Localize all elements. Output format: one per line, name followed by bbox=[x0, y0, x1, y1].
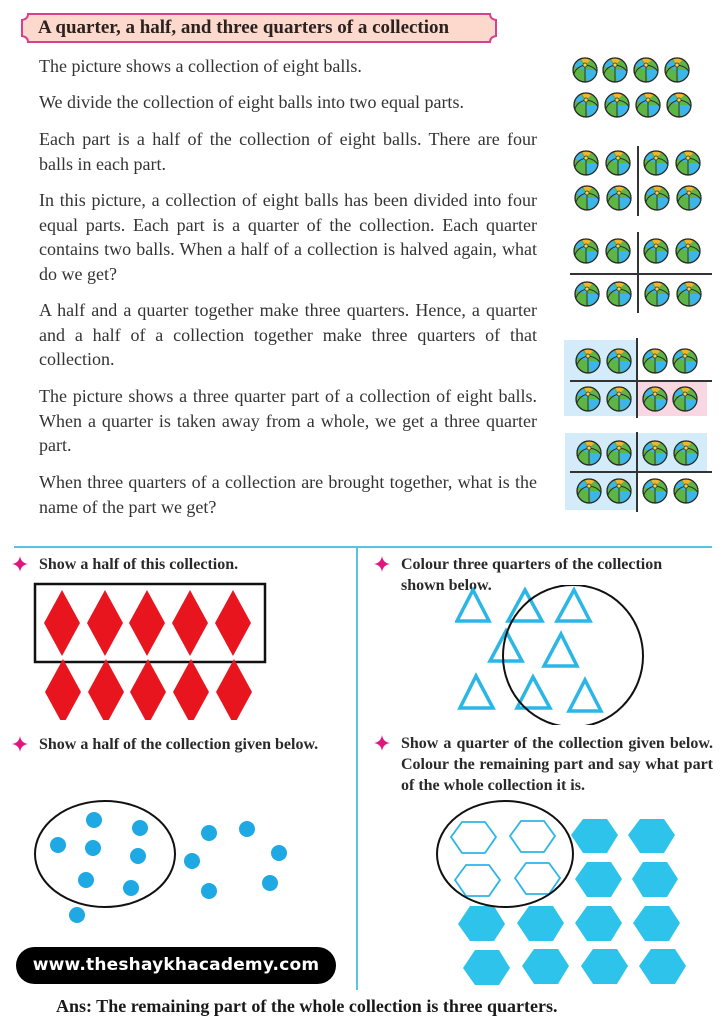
ball-icon bbox=[635, 92, 661, 118]
task-quarter-hexagons bbox=[401, 733, 713, 796]
paragraph-2: We divide the collection of eight balls into two equal parts. bbox=[39, 92, 464, 112]
triangle-collection bbox=[455, 585, 645, 725]
ball-icon bbox=[606, 386, 632, 412]
paragraph-7: When three quarters of a collection are brought together, what is the name of the part we get? bbox=[39, 472, 537, 517]
ball-icon bbox=[573, 150, 599, 176]
ball-icon bbox=[576, 440, 602, 466]
star-bullet-icon bbox=[374, 556, 390, 572]
section-divider-vertical bbox=[356, 547, 358, 990]
star-bullet-icon bbox=[12, 736, 28, 752]
ball-icon bbox=[644, 185, 670, 211]
title-banner bbox=[20, 13, 498, 43]
ball-icon bbox=[606, 281, 632, 307]
ball-icon bbox=[574, 281, 600, 307]
ball-icon bbox=[605, 238, 631, 264]
ball-icon bbox=[644, 281, 670, 307]
ball-icon bbox=[572, 57, 598, 83]
ball-icon bbox=[676, 185, 702, 211]
star-bullet-icon bbox=[374, 735, 390, 751]
ball-icon bbox=[675, 150, 701, 176]
paragraph-3: Each part is a half of the collection of eight balls. There are four balls in each part. bbox=[39, 129, 537, 174]
section-divider-horizontal bbox=[14, 546, 712, 548]
divider-line bbox=[637, 146, 639, 216]
paragraph-4: In this picture, a collection of eight balls has been divided into four equal parts. Each part is a quarter of the collection. Each quarter contains two balls. When a half of a collection is halved again, what do we get? bbox=[39, 190, 537, 284]
task-text: Show a half of the collection given below. bbox=[39, 736, 319, 753]
ball-icon bbox=[573, 238, 599, 264]
selection-ellipse bbox=[437, 801, 573, 907]
ball-icon bbox=[664, 57, 690, 83]
ball-icon bbox=[575, 348, 601, 374]
divider-line bbox=[636, 338, 638, 418]
ball-icon bbox=[575, 386, 601, 412]
divider-line bbox=[570, 273, 712, 275]
ball-icon bbox=[606, 185, 632, 211]
task-half-dots bbox=[39, 734, 354, 755]
ball-icon bbox=[642, 348, 668, 374]
ball-icon bbox=[642, 440, 668, 466]
paragraph-1: The picture shows a collection of eight balls. bbox=[39, 56, 362, 76]
ball-icon bbox=[574, 185, 600, 211]
selection-ellipse bbox=[35, 801, 175, 907]
diamond-collection bbox=[30, 580, 270, 720]
ball-icon bbox=[672, 386, 698, 412]
ball-icon bbox=[676, 281, 702, 307]
ball-icon bbox=[643, 150, 669, 176]
ball-icon bbox=[673, 440, 699, 466]
page-title: A quarter, a half, and three quarters of a collection bbox=[38, 17, 450, 38]
ball-icon bbox=[643, 238, 669, 264]
paragraph-5: A half and a quarter together make three quarters. Hence, a quarter and a half of a collection together make three quarters of that collection. bbox=[39, 300, 537, 369]
task-half-diamonds bbox=[39, 554, 349, 575]
ball-icon bbox=[666, 92, 692, 118]
divider-line bbox=[570, 471, 712, 473]
star-bullet-icon bbox=[12, 556, 28, 572]
ball-icon bbox=[633, 57, 659, 83]
task-text: Show a half of this collection. bbox=[39, 556, 239, 573]
ball-icon bbox=[602, 57, 628, 83]
ball-icon bbox=[672, 348, 698, 374]
ball-icon bbox=[606, 478, 632, 504]
ball-icon bbox=[606, 440, 632, 466]
ball-icon bbox=[576, 478, 602, 504]
paragraph-6: The picture shows a three quarter part of a collection of eight balls. When a quarter is taken away from a whole, we get a three quarter part. bbox=[39, 386, 537, 455]
ball-icon bbox=[675, 238, 701, 264]
divider-line bbox=[570, 380, 712, 382]
ball-icon bbox=[605, 150, 631, 176]
dot-collection bbox=[30, 800, 300, 930]
task-text: Colour three quarters of the collection shown below. bbox=[401, 556, 663, 594]
ball-icon bbox=[573, 92, 599, 118]
task-text: Show a quarter of the collection given below. Colour the remaining part and say what part of the whole collection it is. bbox=[401, 735, 713, 794]
hexagon-collection bbox=[420, 800, 720, 990]
ball-icon bbox=[673, 478, 699, 504]
ball-icon bbox=[642, 386, 668, 412]
ball-icon bbox=[606, 348, 632, 374]
website-watermark: www.theshaykhacademy.com bbox=[16, 947, 336, 984]
ball-icon bbox=[642, 478, 668, 504]
answer-text: Ans: The remaining part of the whole collection is three quarters. bbox=[56, 996, 558, 1016]
ball-icon bbox=[604, 92, 630, 118]
